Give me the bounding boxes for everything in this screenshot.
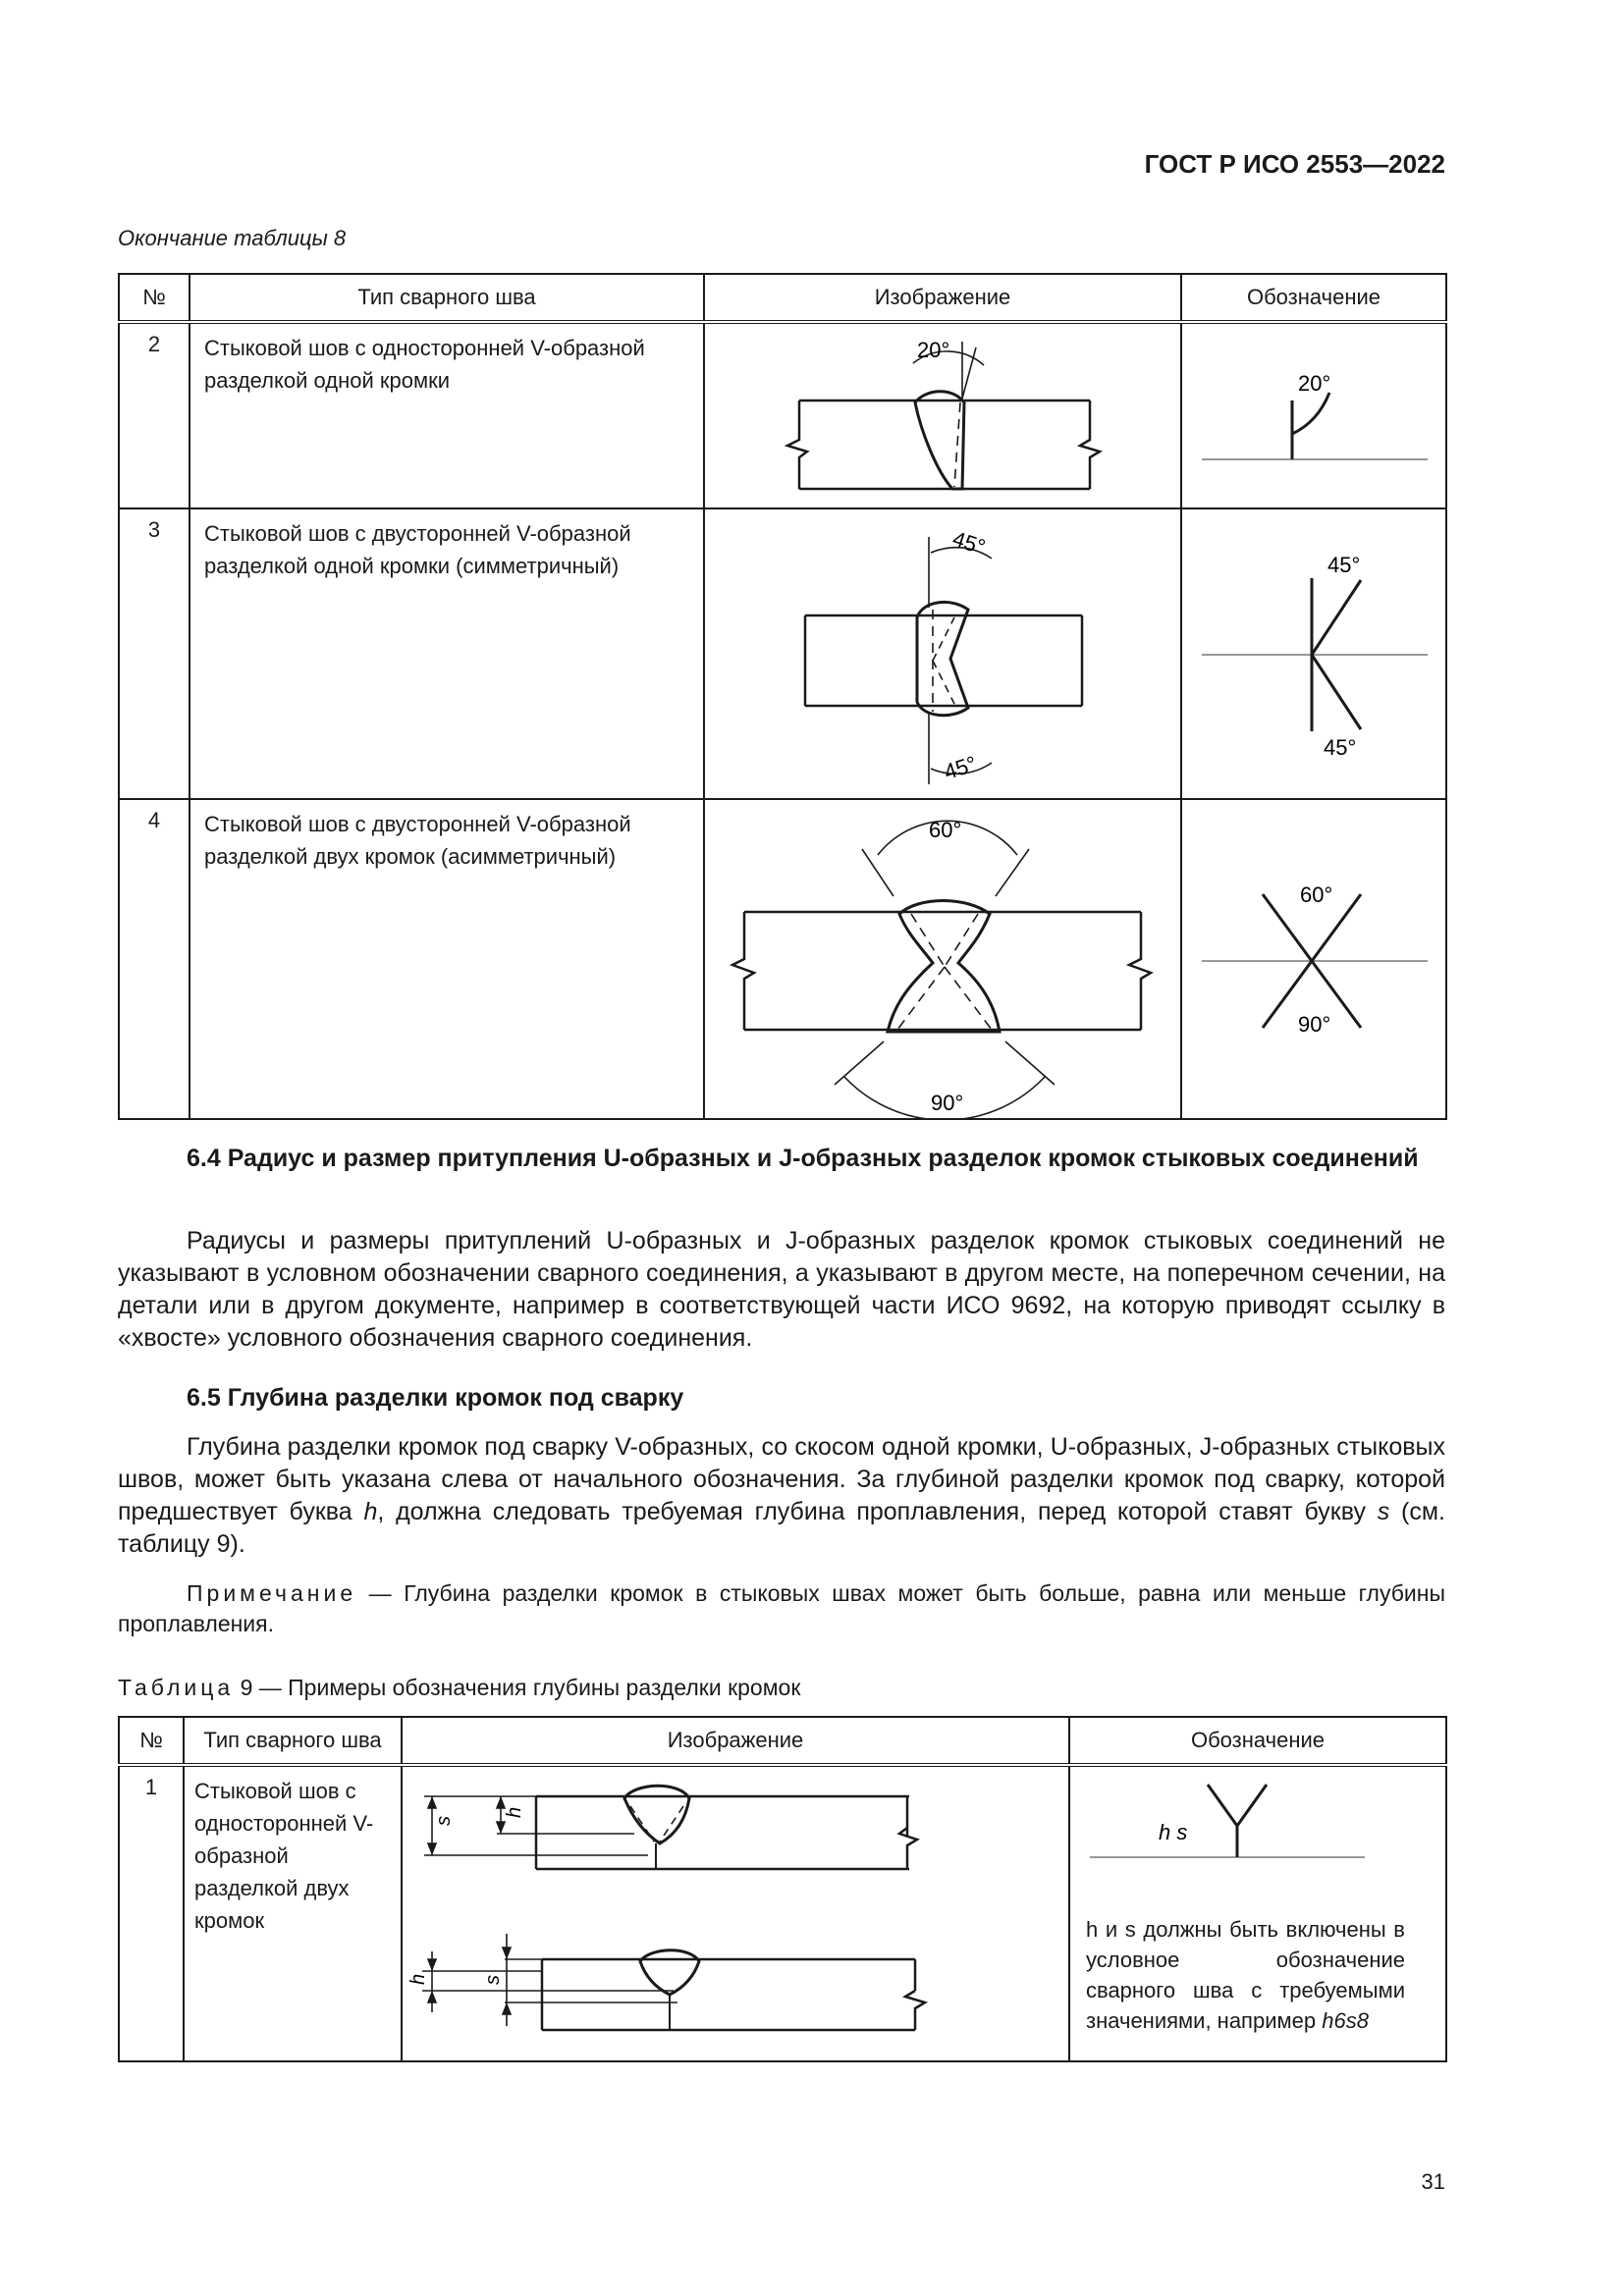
weld-drawing-double-v	[704, 799, 1181, 1119]
col-header-image: Изображение	[402, 1717, 1069, 1765]
angle-label-top: 60°	[929, 818, 962, 842]
table-row	[119, 799, 1446, 1119]
col-header-image: Изображение	[704, 274, 1181, 322]
table-header-row	[119, 274, 1446, 322]
document-header: ГОСТ Р ИСО 2553—2022	[1144, 149, 1445, 179]
symbol-angle-bottom: 90°	[1298, 1012, 1331, 1037]
table-header-row	[119, 1717, 1446, 1765]
weld-symbol-single-bevel	[1181, 322, 1446, 508]
table-row	[119, 508, 1446, 799]
angle-label-bottom: 90°	[931, 1091, 964, 1115]
table-9-caption: Таблица 9 — Примеры обозначения глубины разделки кромок	[118, 1675, 801, 1700]
col-header-number: №	[119, 1717, 184, 1765]
row-weld-type: Стыковой шов с односторонней V-образной разделкой одной кромки	[189, 322, 704, 508]
symbol-angle-top: 60°	[1300, 882, 1333, 907]
weld-symbol-double-bevel	[1181, 508, 1446, 799]
section-6-5-text: Глубина разделки кромок под сварку V-образных, со скосом одной кромки, U-образных, J-образных стыковых швов, может быть указана слева от начального обозначения. За глубиной разделки кромок под сварку, которой предшествует буква h, должна следовать требуемая глубина проплавления, перед которой ставят букву s (см. таблицу 9).	[118, 1433, 1446, 1558]
row-weld-type: Стыковой шов с двусторонней V-образной разделкой двух кромок (асимметричный)	[189, 799, 704, 1119]
symbol-angle-bottom: 45°	[1324, 735, 1357, 760]
table-8	[118, 273, 1447, 1120]
section-6-5-title: 6.5 Глубина разделки кромок под сварку	[187, 1384, 684, 1412]
symbol-note: h и s должны быть включены в условное обозначение сварного шва с требуемыми значениями, например h6s8	[1086, 1917, 1405, 2033]
weld-symbol-depth	[1069, 1765, 1446, 2061]
row-number: 3	[119, 508, 189, 799]
table-9	[118, 1716, 1447, 2062]
row-weld-type: Стыковой шов с двусторонней V-образной разделкой одной кромки (симметричный)	[189, 508, 704, 799]
col-header-symbol: Обозначение	[1181, 274, 1446, 322]
section-6-5-note: Примечание — Глубина разделки кромок в стыковых швах может быть больше, равна или меньше глубины проплавления.	[118, 1580, 1445, 1636]
weld-symbol-double-v	[1181, 799, 1446, 1119]
row-weld-type: Стыковой шов с односторонней V-образной разделкой двух кромок	[184, 1765, 402, 2061]
table-continuation-label: Окончание таблицы 8	[118, 226, 347, 250]
table-row	[119, 1765, 1446, 2061]
weld-drawing-single-bevel	[704, 322, 1181, 508]
dim-label-h-upper: h	[504, 1806, 525, 1818]
row-number: 4	[119, 799, 189, 1119]
page-number: 31	[1421, 2169, 1445, 2194]
symbol-label-hs: h s	[1159, 1820, 1188, 1844]
table-row	[119, 322, 1446, 508]
dim-label-s-upper: s	[433, 1816, 455, 1826]
dim-label-s-lower: s	[482, 1975, 504, 1985]
angle-label-bottom: 45°	[941, 751, 980, 785]
symbol-angle-label: 20°	[1298, 371, 1331, 396]
row-number: 2	[119, 322, 189, 508]
weld-drawing-double-bevel	[704, 508, 1181, 799]
angle-label-top: 45°	[949, 525, 989, 561]
angle-label: 20°	[917, 338, 950, 362]
row-number: 1	[119, 1765, 184, 2061]
section-6-4-text: Радиусы и размеры притуплений U-образных и J-образных разделок кромок стыковых соединений не указывают в условном обозначении сварного соединения, а указывают в другом месте, на поперечном сечении, на детали или в другом документе, например в соответствующей части ИСО 9692, на которую приводят ссылку в «хвосте» условного обозначения сварного соединения.	[118, 1227, 1445, 1352]
col-header-type: Тип сварного шва	[184, 1717, 402, 1765]
weld-drawing-depth	[402, 1765, 1069, 2061]
section-6-4-title: 6.4 Радиус и размер притупления U-образных и J-образных разделок кромок стыковых соединений	[187, 1145, 1419, 1172]
col-header-symbol: Обозначение	[1069, 1717, 1446, 1765]
col-header-type: Тип сварного шва	[189, 274, 704, 322]
dim-label-h-lower: h	[407, 1973, 429, 1985]
col-header-number: №	[119, 274, 189, 322]
symbol-angle-top: 45°	[1327, 553, 1361, 577]
